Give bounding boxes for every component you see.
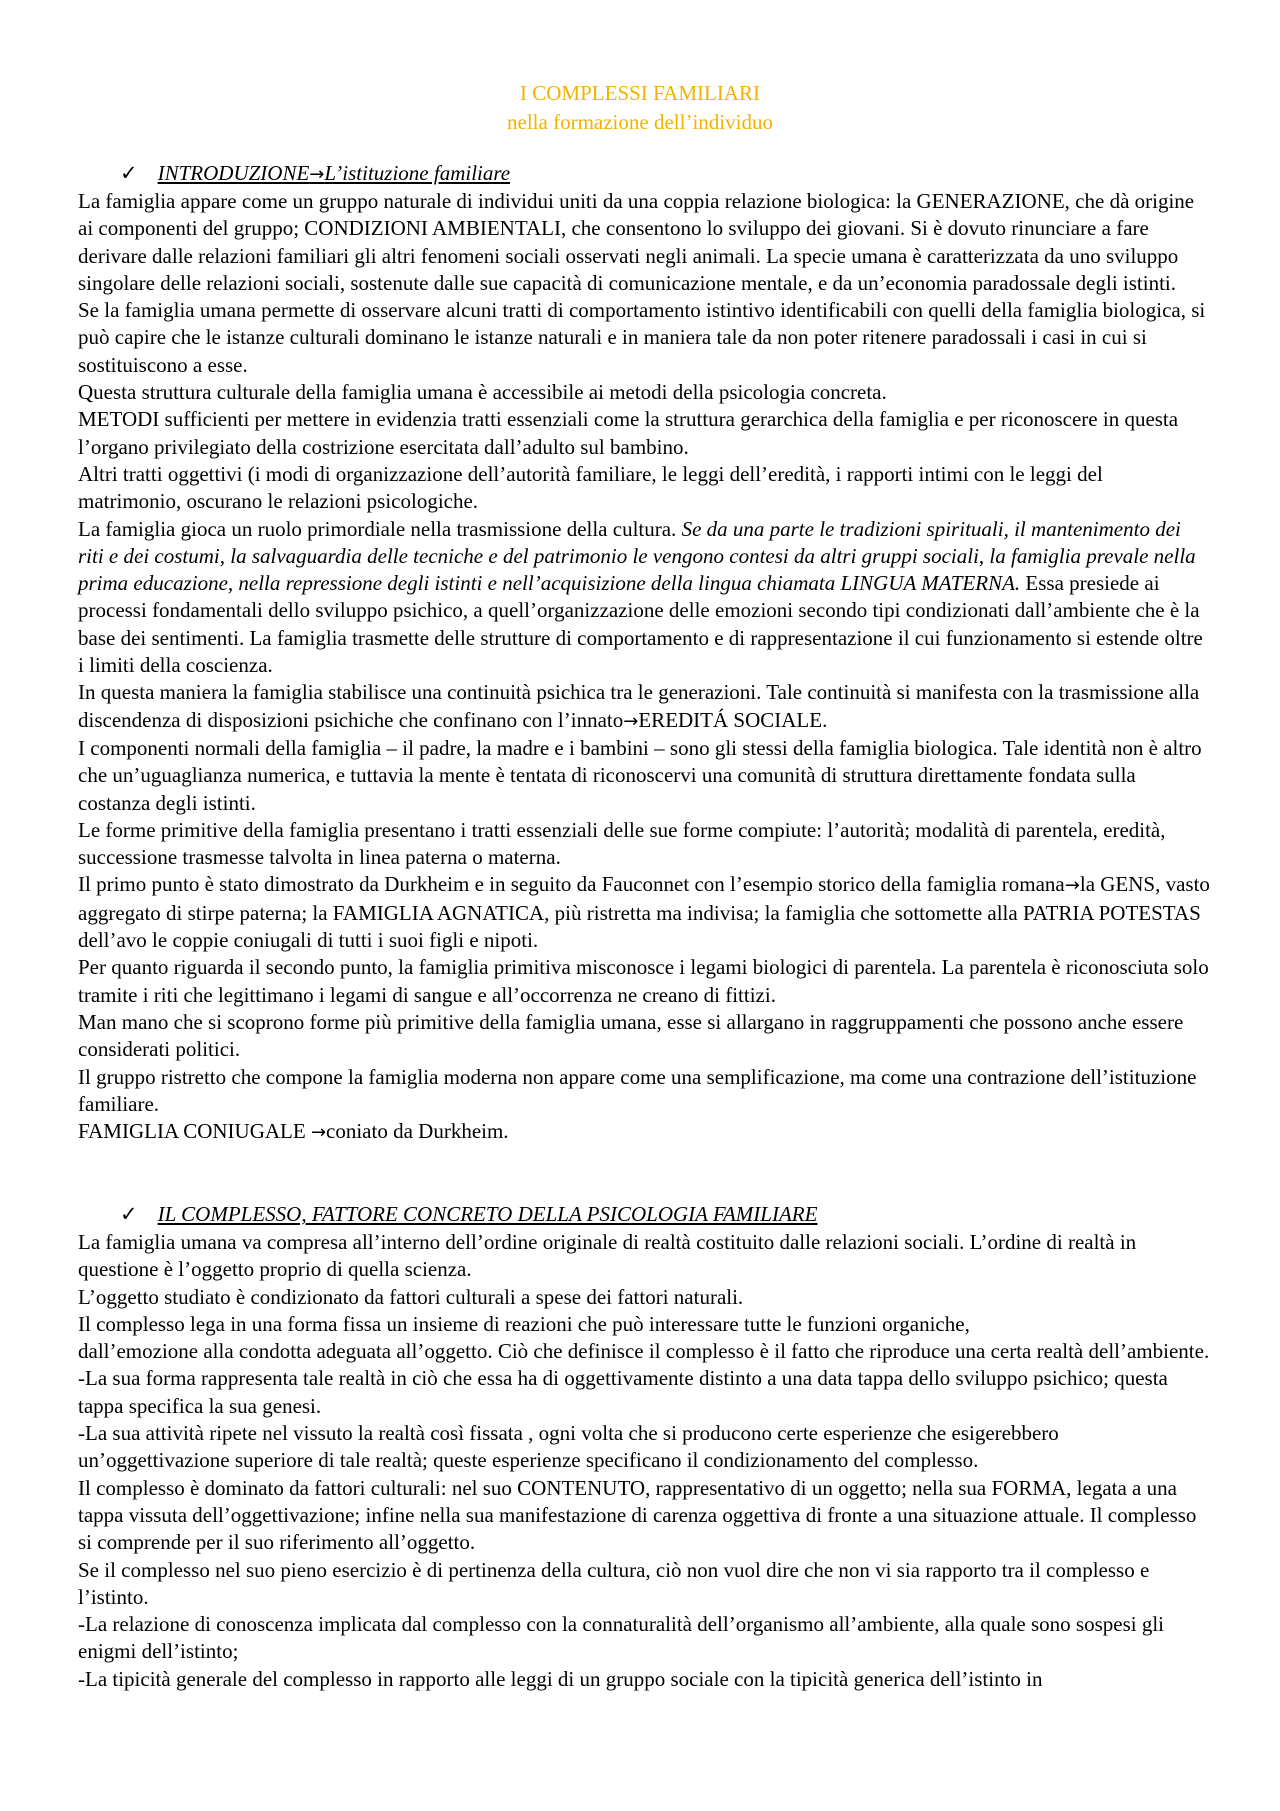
paragraph — [78, 516, 1210, 680]
arrow-icon: → — [309, 164, 325, 185]
paragraph: Il complesso lega in una forma fissa un insieme di reazioni che può interessare tutte le funzioni organiche, — [78, 1311, 970, 1336]
paragraph: METODI sufficienti per mettere in evidenzia tratti essenziali come la struttura gerarchica della famiglia e per riconoscere in questa l’organo privilegiato della costrizione esercitata dall’adulto sul bambino. — [78, 407, 1179, 459]
heading-part-a: INTRODUZIONE — [157, 161, 310, 185]
section-heading-introduzione — [120, 160, 510, 188]
paragraph: Se il complesso nel suo pieno esercizio è di pertinenza della cultura, ciò non vuol dire che non vi sia rapporto tra il complesso e l’istinto. — [78, 1557, 1150, 1609]
arrow-icon: → — [310, 1122, 327, 1144]
section-body-introduzione — [78, 188, 1210, 1146]
paragraph: -La sua attività ripete nel vissuto la realtà così fissata , ogni volta che si producono certe esperienze che esigerebbero un’oggettivazione superiore di tale realtà; queste esperienze specificano il condizionamento del complesso. — [78, 1421, 1059, 1473]
paragraph: Il gruppo ristretto che compone la famiglia moderna non appare come una semplificazione, ma come una contrazione dell’istituzione familiare. — [78, 1064, 1197, 1116]
document-subtitle: nella formazione dell’individuo — [507, 110, 773, 134]
paragraph: Se la famiglia umana permette di osservare alcuni tratti di comportamento istintivo identificabili con quelli della famiglia biologica, si può capire che le istanze culturali dominano le istanze naturali e in maniera tale da non poter ritenere paradossali i casi in cui si sostituiscono a esse. — [78, 298, 1206, 377]
paragraph: dall’emozione alla condotta adeguata all’oggetto. Ciò che definisce il complesso è il fatto che riproduce una certa realtà dell’ambiente. — [78, 1339, 1210, 1364]
check-icon: ✓ — [120, 161, 138, 185]
text-run: Il primo punto è stato dimostrato da Durkheim e in seguito da Fauconnet con l’esempio storico della famiglia romana — [78, 872, 1065, 897]
paragraph: -La tipicità generale del complesso in rapporto alle leggi di un gruppo sociale con la tipicità generica dell’istinto in — [78, 1666, 1043, 1691]
paragraph: Questa struttura culturale della famiglia umana è accessibile ai metodi della psicologia concreta. — [78, 380, 887, 405]
paragraph — [78, 679, 1210, 735]
document-title: I COMPLESSI FAMILIARI — [520, 81, 760, 105]
text-run: Essa presiede ai processi fondamentali dello sviluppo psichico, a quell’organizzazione delle emozioni secondo tipi condizionati dall’ambiente che è la base dei sentimenti. La famiglia trasmette delle strutture di comportamento e di rappresentazione il cui funzionamento si estende oltre i limiti della coscienza. — [78, 571, 1203, 678]
arrow-icon: → — [1064, 875, 1080, 897]
paragraph: Man mano che si scoprono forme più primitive della famiglia umana, esse si allargano in raggruppamenti che possono anche essere considerati politici. — [78, 1009, 1184, 1062]
text-run: EREDITÁ SOCIALE. — [638, 707, 828, 732]
paragraph: -La relazione di conoscenza implicata dal complesso con la connaturalità dell’organismo all’ambiente, alla quale sono sospesi gli enigmi dell’istinto; — [78, 1612, 1164, 1664]
paragraph — [78, 1118, 1210, 1146]
paragraph: La famiglia umana va compresa all’interno dell’ordine originale di realtà costituito dalle relazioni sociali. L’ordine di realtà in questione è l’oggetto proprio di quella scienza. — [78, 1230, 1137, 1282]
paragraph: -La sua forma rappresenta tale realtà in ciò che essa ha di oggettivamente distinto a una data tappa dello sviluppo psichico; questa tappa specifica la sua genesi. — [78, 1366, 1168, 1418]
heading-part-b: L’istituzione familiare — [324, 161, 511, 185]
paragraph: Per quanto riguarda il secondo punto, la famiglia primitiva misconosce i legami biologici di parentela. La parentela è riconosciuta solo tramite i riti che legittimano i legami di sangue e all’occorrenza ne creano di fittizi. — [78, 955, 1209, 1007]
text-run: coniato da Durkheim. — [326, 1119, 509, 1144]
heading-text: IL COMPLESSO, FATTORE CONCRETO DELLA PSICOLOGIA FAMILIARE — [157, 1202, 818, 1226]
text-run: In questa maniera la famiglia stabilisce una continuità psichica tra le generazioni. Tale continuità si manifesta con la trasmissione alla discendenza di disposizioni psichiche che confinano con l’innato — [78, 680, 1200, 732]
section-heading-complesso — [120, 1201, 817, 1228]
paragraph: Il complesso è dominato da fattori culturali: nel suo CONTENUTO, rappresentativo di un oggetto; nella sua FORMA, legata a una tappa vissuta dell’oggettivazione; infine nella sua manifestazione di carenza oggettiva di fronte a una situazione attuale. Il complesso si comprende per il suo riferimento all’oggetto. — [78, 1475, 1197, 1555]
text-run: La famiglia gioca un ruolo primordiale nella trasmissione della cultura. — [78, 516, 682, 541]
text-run: la GENS, vasto aggregato di stirpe paterna; la FAMIGLIA AGNATICA, più ristretta ma indivisa; la famiglia che sottomette alla PATRIA POTESTAS dell’avo le coppie coniugali di tutti i suoi figli e nipoti. — [78, 872, 1210, 953]
title-block — [0, 79, 1280, 137]
paragraph: Altri tratti oggettivi (i modi di organizzazione dell’autorità familiare, le leggi dell’eredità, i rapporti intimi con le leggi del matrimonio, oscurano le relazioni psicologiche. — [78, 461, 1103, 514]
text-run: FAMIGLIA CONIUGALE — [78, 1119, 311, 1144]
section-body-complesso — [78, 1229, 1210, 1693]
paragraph: I componenti normali della famiglia – il padre, la madre e i bambini – sono gli stessi della famiglia biologica. Tale identità non è altro che un’uguaglianza numerica, e tuttavia la mente è tentata di riconoscervi una comunità di struttura direttamente fondata sulla costanza degli istinti. — [78, 735, 1202, 815]
paragraph: L’oggetto studiato è condizionato da fattori culturali a spese dei fattori naturali. — [78, 1284, 744, 1309]
italic-text-run: Se da una parte le tradizioni spirituali, il mantenimento dei riti e dei costumi, la salvaguardia delle tecniche e del patrimonio le vengono contesi da altri gruppi sociali, la famiglia prevale nella prima educazione, nella repressione degli istinti e nell’acquisizione della lingua chiamata LINGUA MATERNA. — [78, 516, 1196, 596]
paragraph: Le forme primitive della famiglia presentano i tratti essenziali delle sue forme compiute: l’autorità; modalità di parentela, eredità, successione trasmesse talvolta in linea paterna o materna. — [78, 817, 1166, 870]
paragraph: La famiglia appare come un gruppo naturale di individui uniti da una coppia relazione biologica: la GENERAZIONE, che dà origine ai componenti del gruppo; CONDIZIONI AMBIENTALI, che consentono lo sviluppo dei giovani. Si è dovuto rinunciare a fare derivare dalle relazioni familiari gli altri fenomeni sociali osservati negli animali. La specie umana è caratterizzata da uno sviluppo singolare delle relazioni sociali, sostenute dalle sue capacità di comunicazione mentale, e da un’economia paradossale degli istinti. — [78, 189, 1195, 295]
arrow-icon: → — [623, 710, 639, 732]
paragraph — [78, 871, 1210, 954]
check-icon: ✓ — [120, 1202, 138, 1226]
